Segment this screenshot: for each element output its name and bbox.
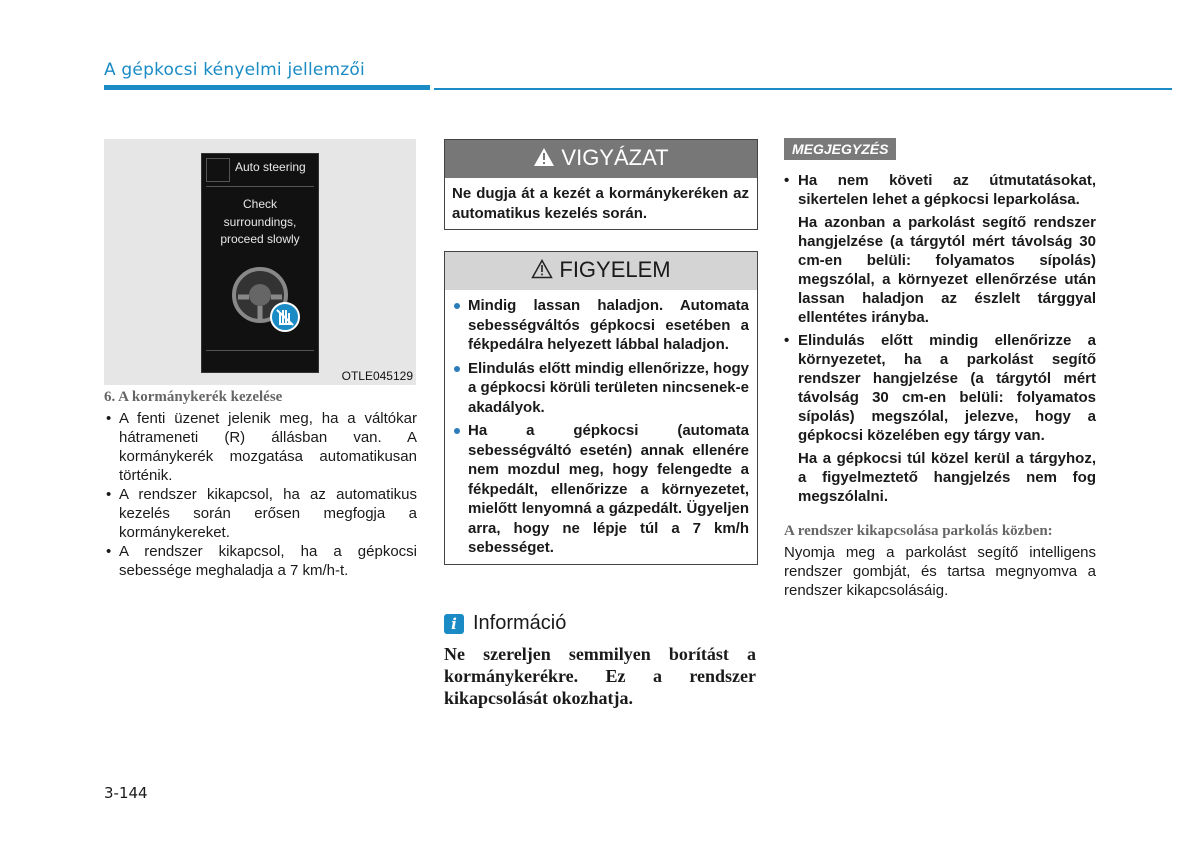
list-item: • A fenti üzenet jelenik meg, ha a váltókar hátrameneti (R) állásban van. A kormánykerék mozgatása automatikusan történik. xyxy=(104,409,417,485)
warning-triangle-outline-icon xyxy=(531,259,553,279)
cluster-screen xyxy=(201,153,319,373)
screen-divider xyxy=(206,186,314,187)
screen-title: Auto steering xyxy=(235,160,306,174)
list-item: • A rendszer kikapcsol, ha a gépkocsi sebessége meghaladja a 7 km/h-t. xyxy=(104,542,417,580)
section-steering-control xyxy=(104,389,417,580)
warning-box xyxy=(444,251,758,565)
screen-message: Check surroundings, proceed slowly xyxy=(220,197,300,246)
screen-divider-bottom xyxy=(206,350,314,351)
warning-item: Elindulás előtt mindig ellenőrizze, hogy a gépkocsi körüli területen nincsenek-e akadályok. xyxy=(452,359,749,418)
warning-triangle-icon xyxy=(533,147,555,167)
note-section xyxy=(784,138,1096,600)
caution-text: Ne dugja át a kezét a kormánykeréken az automatikus kezelés során. xyxy=(452,185,749,222)
note-badge: MEGJEGYZÉS xyxy=(784,138,896,160)
page-header-title: A gépkocsi kényelmi jellemzői xyxy=(104,60,365,80)
list-item: • A rendszer kikapcsol, ha az automatikus kezelés során erősen megfogja a kormánykereket. xyxy=(104,485,417,542)
section-title: A rendszer kikapcsolása parkolás közben: xyxy=(784,523,1053,539)
section-title: 6. A kormánykerék kezelése xyxy=(104,389,283,405)
info-text: Ne szereljen semmilyen borítást a kormánykerékre. Ez a rendszer kikapcsolását okozhatja. xyxy=(444,644,756,708)
steering-wheel-hand-icon xyxy=(232,267,302,337)
caution-title: VIGYÁZAT xyxy=(561,145,669,170)
info-section xyxy=(444,612,756,709)
note-item-sub: Ha azonban a parkolást segítő rendszer hangjelzése (a tárgytól mért távolság 30 cm-en belüli: folyamatos sípolás) megszólal, a környezet ellenőrzése után lassan haladjon az észlelt tárggyal ellentétes irányba. xyxy=(798,214,1096,326)
note-item xyxy=(784,171,1096,327)
section-text: Nyomja meg a parkolást segítő intelligens rendszer gombját, és tartsa megnyomva a rendszer kikapcsolásáig. xyxy=(784,544,1096,599)
note-item-sub: Ha a gépkocsi túl közel kerül a tárgyhoz, a figyelmeztető hangjelzés nem fog megszólalni. xyxy=(798,450,1096,505)
figure-code: OTLE045129 xyxy=(341,369,413,383)
info-icon: i xyxy=(444,614,464,634)
note-item xyxy=(784,331,1096,506)
warning-title: FIGYELEM xyxy=(559,257,671,282)
cluster-display-figure xyxy=(104,139,416,385)
caution-box xyxy=(444,139,758,230)
warning-item: Ha a gépkocsi (automata sebességváltó esetén) annak ellenére nem mozdul meg, hogy felengedte a fékpedált, ellenőrizze a környezetet, mielőtt lenyomná a gázpedált. Ügyeljen arra, hogy ne lépje túl a 7 km/h sebességet. xyxy=(452,421,749,558)
warning-item: Mindig lassan haladjon. Automata sebességváltós gépkocsi esetében a fékpedálra helyezett lábbal haladjon. xyxy=(452,296,749,355)
header-rule-thick xyxy=(104,85,430,90)
note-item-main: • Elindulás előtt mindig ellenőrizze a környezetet, ha a parkolást segítő rendszer hangjelzése (a tárgytól mért távolság 30 cm-en belüli: folyamatos sípolás) megszólal, jelezve, hogy a gépkocsi közelében egy tárgy van. xyxy=(798,332,1096,444)
caution-header xyxy=(445,140,757,178)
screen-icon-box xyxy=(206,158,230,182)
page-number: 3-144 xyxy=(104,784,148,802)
warning-header xyxy=(445,252,757,290)
header-rule-thin xyxy=(434,88,1172,90)
note-item-main: • Ha nem követi az útmutatásokat, sikertelen lehet a gépkocsi leparkolása. xyxy=(798,172,1096,208)
info-title: Információ xyxy=(473,612,567,634)
